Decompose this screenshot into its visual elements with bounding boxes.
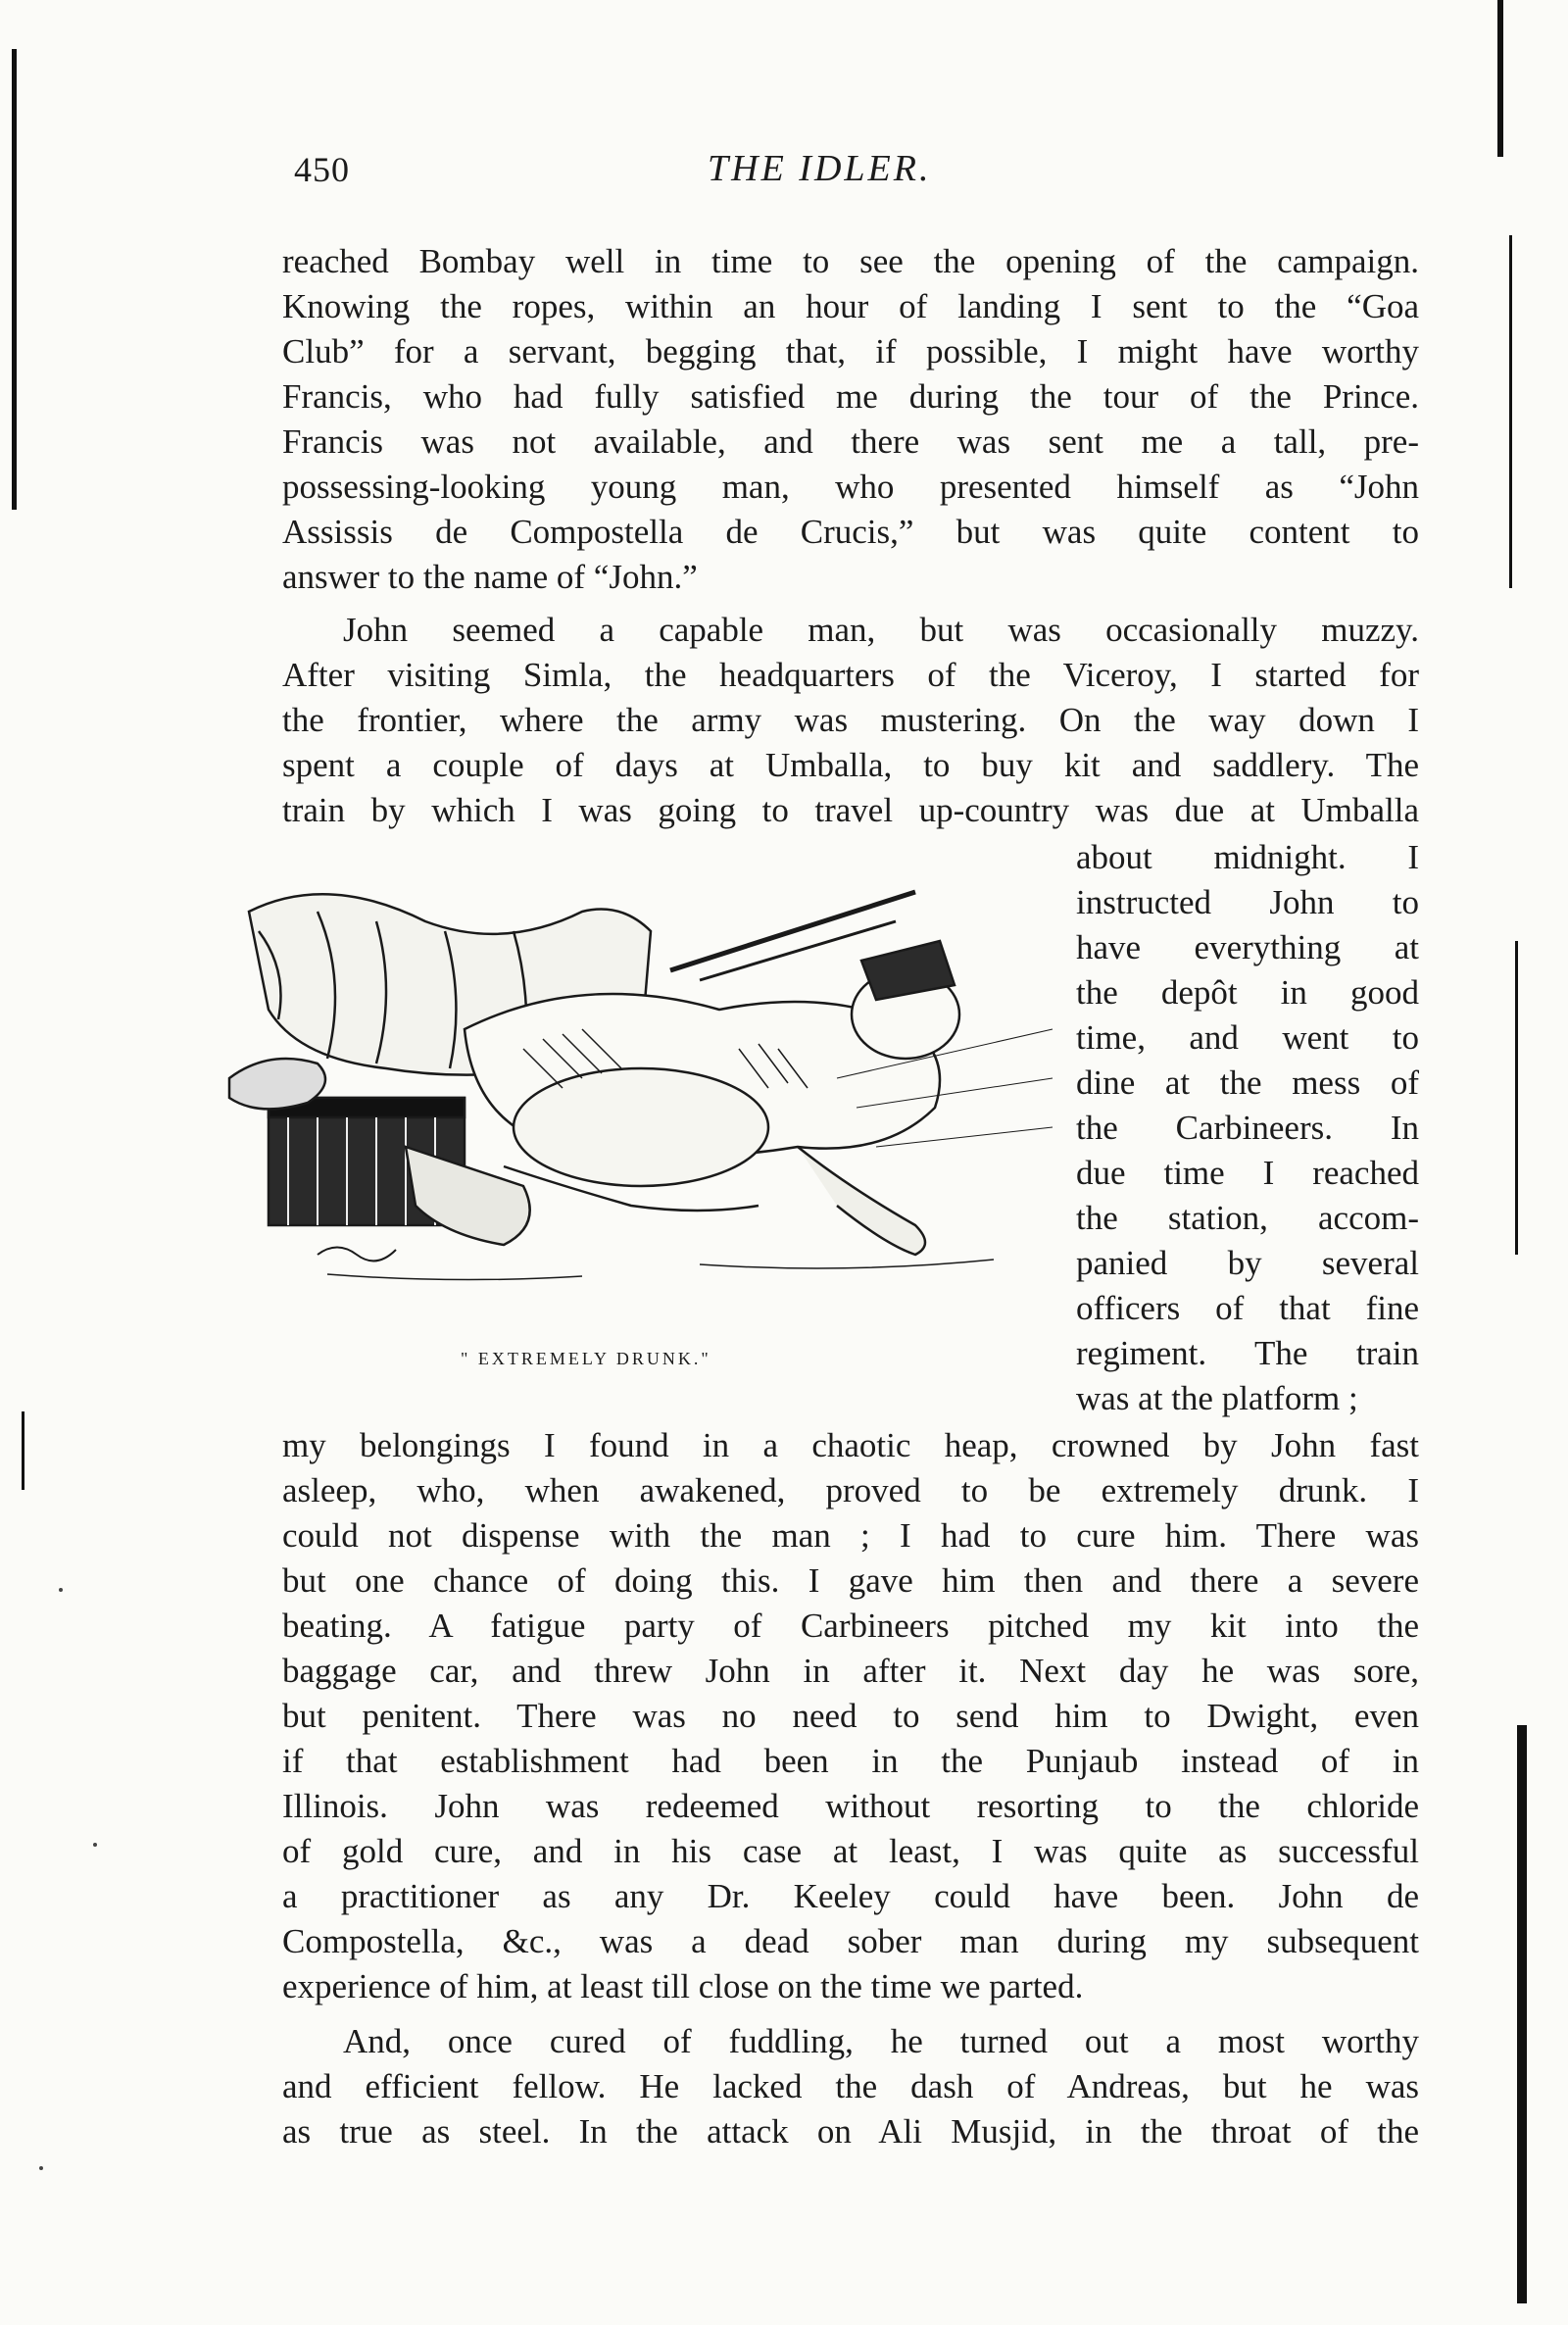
text-line: beating. A fatigue party of Carbineers pitched my kit into the (282, 1607, 1419, 1645)
text-line: reached Bombay well in time to see the opening of the campaign. (282, 242, 1419, 280)
text-line: asleep, who, when awakened, proved to be extremely drunk. I (282, 1471, 1419, 1509)
text-line: instructed John to (1076, 883, 1419, 921)
text-line: possessing-looking young man, who presented himself as “John (282, 468, 1419, 506)
text-line: baggage car, and threw John in after it. Next day he was sore, (282, 1652, 1419, 1690)
scan-speck (59, 1588, 63, 1592)
text-line: And, once cured of fuddling, he turned out a most worthy (343, 2022, 1419, 2060)
text-line: Knowing the ropes, within an hour of landing I sent to the “Goa (282, 287, 1419, 325)
text-line: John seemed a capable man, but was occasionally muzzy. (343, 611, 1419, 649)
text-line: panied by several (1076, 1244, 1419, 1282)
text-line: regiment. The train (1076, 1334, 1419, 1372)
text-line: the station, accom- (1076, 1199, 1419, 1237)
text-line: train by which I was going to travel up-country was due at Umballa (282, 791, 1419, 829)
text-line: the Carbineers. In (1076, 1109, 1419, 1147)
text-line: and efficient fellow. He lacked the dash of Andreas, but he was (282, 2067, 1419, 2105)
scan-edge-left (12, 49, 17, 510)
text-line: Assissis de Compostella de Crucis,” but was quite content to (282, 513, 1419, 551)
text-line: due time I reached (1076, 1154, 1419, 1192)
text-line: Club” for a servant, begging that, if possible, I might have worthy (282, 332, 1419, 371)
text-line: dine at the mess of (1076, 1064, 1419, 1102)
scan-edge-left-mark (22, 1411, 24, 1490)
text-line: Francis was not available, and there was sent me a tall, pre- (282, 422, 1419, 461)
text-line: but one chance of doing this. I gave him then and there a severe (282, 1561, 1419, 1600)
figure-caption: " EXTREMELY DRUNK." (461, 1349, 711, 1368)
text-line: experience of him, at least till close on the time we parted. (282, 1967, 1084, 2005)
page-number: 450 (294, 150, 350, 189)
text-line: about midnight. I (1076, 838, 1419, 876)
text-line: if that establishment had been in the Punjaub instead of in (282, 1742, 1419, 1780)
text-line: time, and went to (1076, 1018, 1419, 1057)
scan-edge-right-low (1515, 941, 1518, 1255)
text-line: have everything at (1076, 928, 1419, 966)
text-line: was at the platform ; (1076, 1379, 1358, 1417)
text-line: Illinois. John was redeemed without resorting to the chloride (282, 1787, 1419, 1825)
text-line: spent a couple of days at Umballa, to buy kit and saddlery. The (282, 746, 1419, 784)
text-line: Compostella, &c., was a dead sober man during my subsequent (282, 1922, 1419, 1960)
scan-speck (39, 2166, 43, 2170)
scan-edge-right-bottom (1517, 1725, 1527, 2303)
illustration-drunk-servant (210, 853, 1062, 1294)
text-line: answer to the name of “John.” (282, 558, 698, 596)
text-line: officers of that fine (1076, 1289, 1419, 1327)
text-line: the frontier, where the army was mustering. On the way down I (282, 701, 1419, 739)
text-line: could not dispense with the man ; I had to cure him. There was (282, 1516, 1419, 1555)
text-line: my belongings I found in a chaotic heap, crowned by John fast (282, 1426, 1419, 1464)
scan-speck (93, 1843, 97, 1847)
text-line: as true as steel. In the attack on Ali Musjid, in the throat of the (282, 2112, 1419, 2151)
text-line: Francis, who had fully satisfied me during the tour of the Prince. (282, 377, 1419, 416)
scan-edge-right-mid (1509, 235, 1512, 588)
text-line: After visiting Simla, the headquarters of the Viceroy, I started for (282, 656, 1419, 694)
running-head: THE IDLER. (708, 148, 932, 189)
scan-edge-right-top (1497, 0, 1503, 157)
text-line: of gold cure, and in his case at least, I was quite as successful (282, 1832, 1419, 1870)
text-line: but penitent. There was no need to send him to Dwight, even (282, 1697, 1419, 1735)
text-line: a practitioner as any Dr. Keeley could have been. John de (282, 1877, 1419, 1915)
text-line: the depôt in good (1076, 973, 1419, 1012)
